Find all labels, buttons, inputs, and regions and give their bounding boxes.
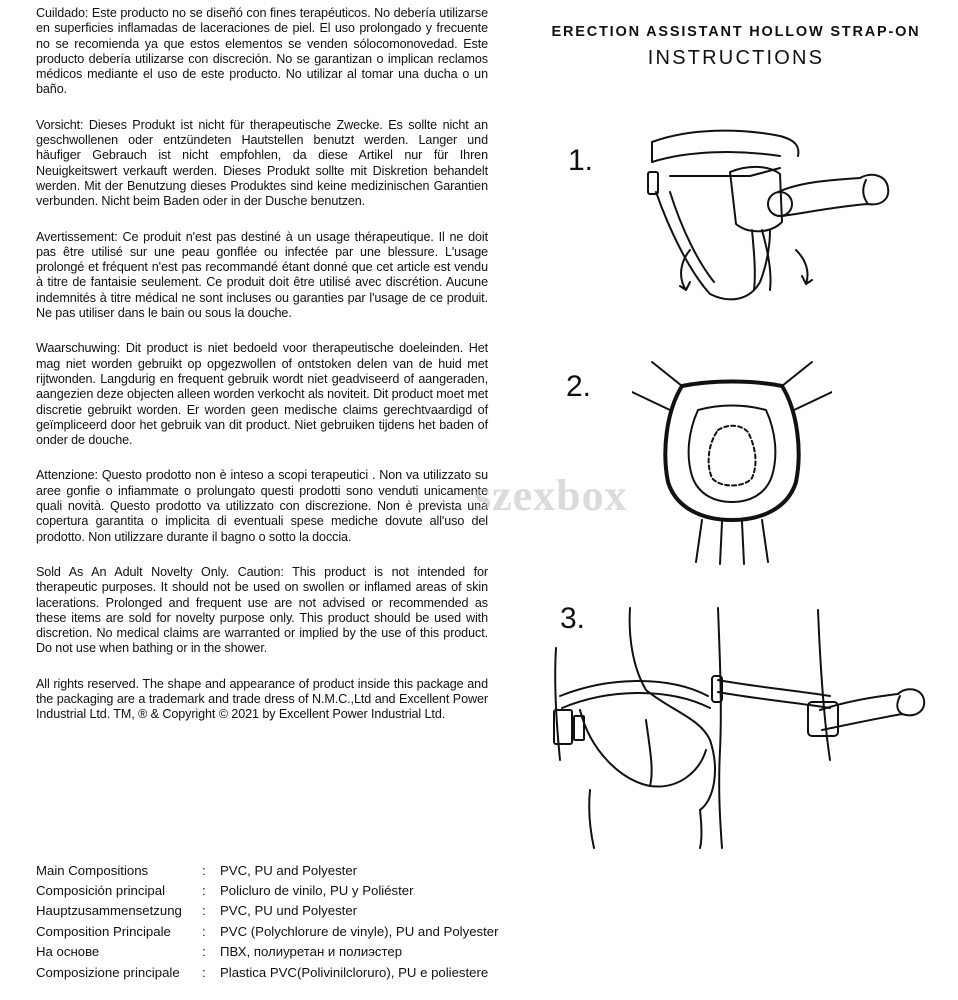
- warning-spanish: Cuildado: Este producto no se diseñó con fines terapéuticos. No debería utilizarse en superficies inflamadas de laceraciones de piel. El uso prolongado y frecuente no se recomienda ya que estos elementos se venden sólocomonovedad. Este producto debería utilizarse con discreción. No se garantizan o implican reclamos médicos mediante el uso de este producto. No utilizar al tomar una ducha o un baño.: [36, 6, 488, 97]
- composition-separator: :: [202, 923, 206, 939]
- copyright-notice: All rights reserved. The shape and appearance of product inside this package and the packaging are a trademark and trade dress of N.M.C.,Ltd and Excellent Power Industrial Ltd. TM, ® & Copyright © 2021 by Excellent Power Industrial Ltd.: [36, 676, 488, 722]
- composition-label: Main Compositions: [36, 862, 149, 878]
- compositions-table: [36, 860, 556, 982]
- harness-with-dildo-icon: [630, 122, 900, 322]
- wearing-harness-icon: [550, 600, 930, 850]
- composition-row: [36, 901, 556, 921]
- composition-separator: :: [202, 862, 206, 878]
- composition-row: [36, 921, 556, 941]
- step-1-number: 1.: [568, 144, 594, 177]
- warning-dutch: Waarschuwing: Dit product is niet bedoeld voor therapeutische doeleinden. Het mag niet worden gebruikt op opgezwollen of ontstoken delen van de huid met rijtwonden. Langdurig en frequent gebruik wordt niet geadviseerd of aangeraden, aangezien deze objecten alleen worden verkocht als noviteit. Dit product moet met discretie gebruikt worden. Er worden geen medische claims gerechtvaardigd of geïmpliceerd door het gebruik van dit product. Niet gebruiken tijdens het baden of onder de douche.: [36, 341, 488, 448]
- safety-text-column: [36, 6, 488, 743]
- warning-italian: Attenzione: Questo prodotto non è inteso a scopi terapeutici . Non va utilizzato su aree gonfie o infiammate o prolungato questi prodotti sono venduti unicamente quali novità. Questo prodotto va utilizzato con discrezione. Non è prevista una copertura garantita o implicita di eventuali spese mediche dovute all'uso del prodotto. Non utilizzare durante il bagno o sotto la doccia.: [36, 468, 488, 544]
- composition-value: PVC (Polychlorure de vinyle), PU and Polyester: [220, 923, 499, 939]
- composition-row: [36, 860, 556, 880]
- warning-french: Avertissement: Ce produit n'est pas destiné à un usage thérapeutique. Il ne doit pas être utilisé sur une peau gonflée ou infectée par une blessure. L'usage prolongé et fréquent n'est pas recommandé étant donné que cet article est vendu à titre de fantaisie seulement. Ce produit doit être utilisé avec discrétion. Aucune indemnités à titre médical ne sont incluses ou garanties par l'usage de ce produit. Ne pas utiliser dans le bain ou sous la douche.: [36, 229, 488, 321]
- composition-separator: :: [202, 944, 206, 960]
- watermark-text: szexbox: [474, 471, 628, 520]
- step-3-number: 3.: [560, 602, 586, 635]
- composition-value: Plastica PVC(Polivinilcloruro), PU e poliestere: [220, 964, 489, 980]
- composition-value: PVC, PU and Polyester: [220, 862, 358, 878]
- composition-label: Hauptzusammensetzung: [36, 903, 182, 919]
- instructions-heading: INSTRUCTIONS: [647, 47, 825, 69]
- composition-separator: :: [202, 903, 206, 919]
- composition-value: PVC, PU und Polyester: [220, 903, 358, 919]
- step-2-number: 2.: [566, 370, 592, 403]
- composition-row: [36, 880, 556, 900]
- composition-label: Composition Principale: [36, 923, 171, 939]
- instructions-header: [540, 24, 932, 70]
- product-title: ERECTION ASSISTANT HOLLOW STRAP-ON: [551, 24, 921, 40]
- warning-german: Vorsicht: Dieses Produkt ist nicht für therapeutische Zwecke. Es sollte nicht an geschwollenen oder entzündeten Hautstellen benutzt werden. Langer und häufiger Gebrauch ist nicht empfohlen, da diese Artikel nur für Ihren Neuigkeitswert verkauft werden. Dieses Produkt sollte mit Diskretion behandelt werden. Mit der Benutzung dieses Produktes sind keine medizinischen Garantien verbunden. Nicht beim Baden oder in der Dusche benutzen.: [36, 117, 488, 209]
- composition-value: Policluro de vinilo, PU y Poliéster: [220, 883, 414, 899]
- composition-separator: :: [202, 964, 206, 980]
- composition-value: ПВХ, полиуретан и полиэстер: [220, 944, 403, 960]
- composition-row: [36, 942, 556, 962]
- hollow-base-ring-icon: [632, 352, 832, 567]
- composition-row: [36, 962, 556, 982]
- composition-label: Composizione principale: [36, 964, 180, 980]
- composition-label: Composición principal: [36, 883, 166, 899]
- warning-english: Sold As An Adult Novelty Only. Caution: This product is not intended for therapeutic purposes. It should not be used on swollen or inflamed areas of skin lacerations. Prolonged and frequent use are not advised or recommended as these items are sold for novelty purpose only. This product should be used with discretion. No medical claims are warranted or implied by the use of this product. Do not use when bathing or in the shower.: [36, 564, 488, 656]
- composition-separator: :: [202, 883, 206, 899]
- composition-label: На основе: [36, 944, 100, 960]
